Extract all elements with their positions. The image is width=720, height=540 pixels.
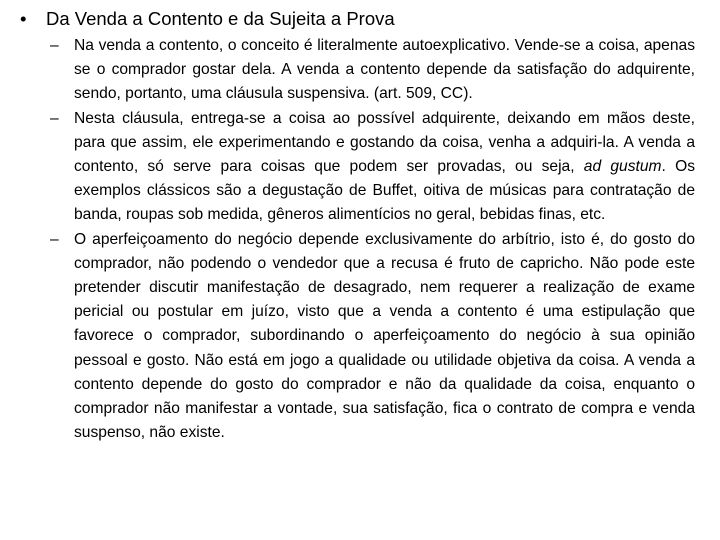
sub-bullet-text-part: . Os exemplos clássicos são a degustação de Buffet, oitiva de músicas para contratação de banda, roupas sob medida, gêneros alimentícios no geral, bebidas finas, etc. xyxy=(74,158,696,224)
bullet-icon: • xyxy=(20,8,27,29)
slide-heading: Da Venda a Contento e da Sujeita a Prova xyxy=(46,8,395,29)
dash-icon: – xyxy=(50,109,59,127)
latin-term: ad gustum xyxy=(583,158,662,176)
sub-bullet-item xyxy=(50,228,695,446)
sub-bullet-text: Na venda a contento, o conceito é literalmente autoexplicativo. Vende-se a coisa, apenas se o comprador gostar dela. A venda a contento depende da satisfação do adquirente, sendo, portanto, uma cláusula suspensiva. (art. 509, CC). xyxy=(74,37,695,103)
dash-icon: – xyxy=(50,37,59,54)
sub-bullet-item xyxy=(50,107,695,228)
sub-bullet-text-part: Nesta cláusula, entrega-se a coisa ao possível adquirente, deixando em mãos deste, para que assim, ele experimentando e gostando da coisa, venha a adquiri-la. A venda a contento, só serve para coisas que podem ser provadas, ou seja, xyxy=(74,109,695,176)
sub-bullet-text: O aperfeiçoamento do negócio depende exclusivamente do arbítrio, isto é, do gosto do comprador, não podendo o vendedor que a recusa é fruto de capricho. Não pode este pretender discutir manifestação de desagrado, nem requerer a realização de exame pericial ou postular em juízo, visto que a venda a contento é uma estipulação que favorece o comprador, subordinando o aperfeiçoamento do negócio à sua opinião pessoal e gosto. Não está em jogo a qualidade ou utilidade objetiva da coisa. A venda a contento depende do gosto do comprador e não da qualidade da coisa, enquanto o comprador não manifestar a vontade, sua satisfação, fica o contrato de compra e venda suspenso, não existe. xyxy=(74,230,695,442)
sub-bullet-text xyxy=(74,107,695,228)
dash-icon: – xyxy=(50,230,59,248)
main-bullet xyxy=(20,8,710,30)
sub-bullet-list xyxy=(50,34,695,445)
sub-bullet-item xyxy=(50,34,695,107)
